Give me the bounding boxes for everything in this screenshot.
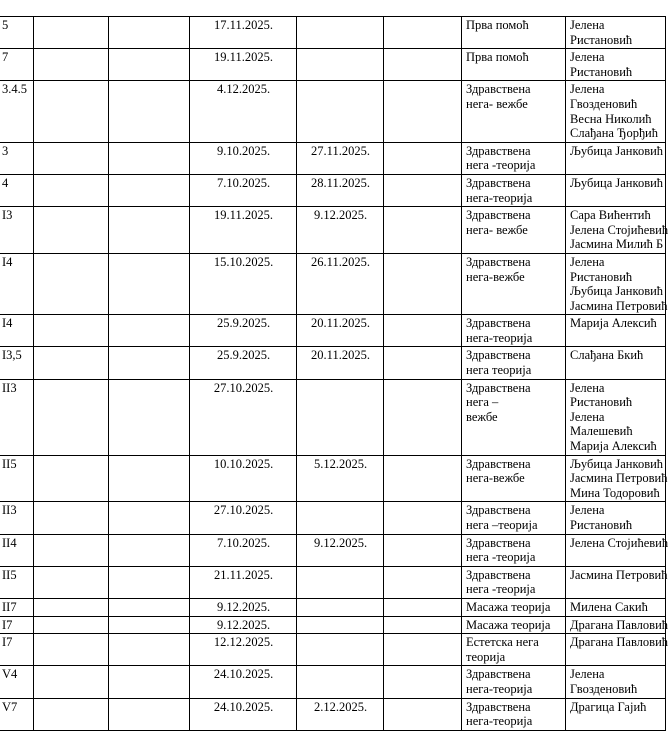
class-cell: I7: [0, 634, 34, 666]
date-2-cell: 2.12.2025.: [297, 698, 384, 730]
empty-cell: [34, 616, 109, 634]
subject-cell: [462, 207, 566, 254]
subject-line: нега теорија: [466, 363, 532, 378]
date-2-cell: [297, 379, 384, 455]
table-row: [0, 698, 666, 730]
subject-line: Здравствена: [466, 456, 531, 471]
subject-line: Естетска нега: [466, 635, 539, 650]
date-2-cell: [297, 17, 384, 49]
empty-cell: [34, 207, 109, 254]
teacher-cell: [566, 174, 666, 206]
empty-cell: [384, 616, 462, 634]
empty-cell: [34, 81, 109, 142]
subject-line: Прва помоћ: [466, 50, 529, 65]
empty-cell: [34, 534, 109, 566]
date-1-cell: 7.10.2025.: [190, 534, 297, 566]
class-cell: I3: [0, 207, 34, 254]
table-row: [0, 142, 666, 174]
empty-cell: [384, 666, 462, 698]
subject-line: нега-вежбе: [466, 471, 525, 486]
empty-cell: [384, 566, 462, 598]
date-1-cell: 25.9.2025.: [190, 315, 297, 347]
teacher-line: Мина Тодоровић: [570, 485, 660, 500]
empty-cell: [384, 253, 462, 314]
class-cell: V7: [0, 698, 34, 730]
empty-cell: [109, 598, 190, 616]
class-cell: V4: [0, 666, 34, 698]
subject-line: нега –теорија: [466, 518, 538, 532]
teacher-line: Јелена: [570, 409, 605, 424]
subject-line: нега-теорија: [466, 190, 533, 205]
teacher-line: Слађана Ђорђић: [570, 126, 658, 141]
class-cell: II3: [0, 502, 34, 534]
empty-cell: [384, 81, 462, 142]
teacher-line: Весна Николић: [570, 111, 652, 126]
subject-line: нега- вежбе: [466, 96, 528, 111]
teacher-cell: [566, 455, 666, 502]
class-cell: II7: [0, 598, 34, 616]
empty-cell: [109, 666, 190, 698]
empty-cell: [384, 142, 462, 174]
subject-cell: [462, 142, 566, 174]
empty-cell: [384, 174, 462, 206]
teacher-cell: [566, 253, 666, 314]
subject-line: Масажа теорија: [466, 599, 551, 614]
date-1-cell: 17.11.2025.: [190, 17, 297, 49]
subject-line: теорија: [466, 649, 506, 664]
class-cell: 5: [0, 17, 34, 49]
class-cell: 4: [0, 174, 34, 206]
table-row: [0, 81, 666, 142]
table-row: [0, 207, 666, 254]
class-cell: I3,5: [0, 347, 34, 379]
date-2-cell: 9.12.2025.: [297, 534, 384, 566]
subject-line: Здравствена: [466, 316, 531, 331]
teacher-cell: [566, 347, 666, 379]
empty-cell: [384, 207, 462, 254]
empty-cell: [34, 142, 109, 174]
subject-line: нега -теорија: [466, 550, 536, 565]
subject-cell: [462, 81, 566, 142]
date-2-cell: [297, 81, 384, 142]
table-row: [0, 253, 666, 314]
teacher-cell: [566, 666, 666, 698]
date-1-cell: 7.10.2025.: [190, 174, 297, 206]
empty-cell: [109, 49, 190, 81]
teacher-line: Љубица Јанковић: [570, 456, 664, 471]
table-row: [0, 534, 666, 566]
subject-line: нега-теорија: [466, 330, 533, 345]
date-2-cell: 26.11.2025.: [297, 253, 384, 314]
date-1-cell: 24.10.2025.: [190, 698, 297, 730]
empty-cell: [109, 379, 190, 455]
empty-cell: [109, 81, 190, 142]
empty-cell: [34, 347, 109, 379]
subject-line: Здравствена: [466, 699, 531, 714]
empty-cell: [384, 17, 462, 49]
subject-cell: [462, 315, 566, 347]
teacher-line: Јелена: [570, 380, 605, 395]
teacher-line: Драгица Гајић: [570, 699, 647, 714]
subject-line: Масажа теорија: [466, 617, 551, 632]
teacher-cell: [566, 534, 666, 566]
subject-line: нега- вежбе: [466, 222, 528, 237]
class-cell: II5: [0, 566, 34, 598]
subject-line: нега-теорија: [466, 681, 533, 696]
empty-cell: [34, 566, 109, 598]
date-2-cell: 20.11.2025.: [297, 315, 384, 347]
teacher-line: Јелена: [570, 667, 605, 682]
teacher-line: Љубица Јанковић: [570, 143, 664, 158]
subject-cell: [462, 174, 566, 206]
table-row: [0, 502, 666, 534]
subject-line: нега-вежбе: [466, 269, 525, 284]
empty-cell: [384, 315, 462, 347]
class-cell: II5: [0, 455, 34, 502]
class-cell: II4: [0, 534, 34, 566]
teacher-cell: [566, 502, 666, 534]
teacher-line: Јелена: [570, 82, 605, 97]
teacher-line: Сара Вићентић: [570, 208, 651, 223]
empty-cell: [384, 598, 462, 616]
empty-cell: [109, 634, 190, 666]
schedule-rows: [0, 17, 666, 731]
subject-line: Здравствена: [466, 175, 531, 190]
empty-cell: [34, 634, 109, 666]
empty-cell: [384, 49, 462, 81]
date-2-cell: 9.12.2025.: [297, 207, 384, 254]
class-cell: I7: [0, 616, 34, 634]
empty-cell: [109, 347, 190, 379]
teacher-cell: [566, 81, 666, 142]
subject-line: нега –: [466, 395, 499, 410]
empty-cell: [384, 347, 462, 379]
date-2-cell: [297, 49, 384, 81]
subject-line: Здравствена: [466, 503, 531, 518]
teacher-cell: [566, 17, 666, 49]
teacher-line: Јелена: [570, 254, 605, 269]
subject-line: Здравствена: [466, 208, 531, 223]
date-1-cell: 27.10.2025.: [190, 379, 297, 455]
table-row: [0, 17, 666, 49]
empty-cell: [384, 634, 462, 666]
empty-cell: [109, 315, 190, 347]
empty-cell: [109, 253, 190, 314]
table-row: [0, 174, 666, 206]
date-2-cell: 20.11.2025.: [297, 347, 384, 379]
date-1-cell: 9.10.2025.: [190, 142, 297, 174]
empty-cell: [34, 455, 109, 502]
class-cell: I4: [0, 315, 34, 347]
empty-cell: [34, 253, 109, 314]
class-cell: 3: [0, 142, 34, 174]
table-row: [0, 315, 666, 347]
empty-cell: [384, 698, 462, 730]
empty-cell: [34, 502, 109, 534]
teacher-line: Ристановић: [570, 269, 633, 284]
date-1-cell: 21.11.2025.: [190, 566, 297, 598]
subject-cell: [462, 49, 566, 81]
subject-line: Здравствена: [466, 380, 531, 395]
table-row: [0, 566, 666, 598]
empty-cell: [384, 534, 462, 566]
date-2-cell: [297, 666, 384, 698]
table-row: [0, 634, 666, 666]
teacher-line: Ристановић: [570, 395, 633, 410]
subject-cell: [462, 534, 566, 566]
teacher-line: Милена Сакић: [570, 599, 648, 614]
teacher-cell: [566, 142, 666, 174]
teacher-cell: [566, 634, 666, 666]
class-cell: I4: [0, 253, 34, 314]
date-1-cell: 15.10.2025.: [190, 253, 297, 314]
empty-cell: [384, 379, 462, 455]
class-cell: 7: [0, 49, 34, 81]
empty-cell: [34, 49, 109, 81]
date-2-cell: 5.12.2025.: [297, 455, 384, 502]
date-1-cell: 19.11.2025.: [190, 49, 297, 81]
teacher-cell: [566, 49, 666, 81]
empty-cell: [109, 698, 190, 730]
date-1-cell: 4.12.2025.: [190, 81, 297, 142]
date-1-cell: 9.12.2025.: [190, 616, 297, 634]
subject-cell: [462, 347, 566, 379]
date-1-cell: 24.10.2025.: [190, 666, 297, 698]
table-row: [0, 616, 666, 634]
table-row: [0, 455, 666, 502]
subject-line: Здравствена: [466, 567, 531, 582]
empty-cell: [109, 616, 190, 634]
date-1-cell: 9.12.2025.: [190, 598, 297, 616]
teacher-line: Ристановић: [570, 64, 633, 79]
date-2-cell: [297, 616, 384, 634]
teacher-line: Јасмина Милић Б: [570, 237, 664, 252]
empty-cell: [34, 379, 109, 455]
empty-cell: [34, 598, 109, 616]
teacher-cell: [566, 566, 666, 598]
date-2-cell: 28.11.2025.: [297, 174, 384, 206]
empty-cell: [109, 534, 190, 566]
empty-cell: [109, 17, 190, 49]
teacher-cell: [566, 616, 666, 634]
teacher-line: Марија Алексић: [570, 439, 657, 454]
empty-cell: [384, 502, 462, 534]
subject-cell: [462, 634, 566, 666]
teacher-line: Љубица Јанковић: [570, 284, 664, 299]
empty-cell: [34, 698, 109, 730]
subject-cell: [462, 698, 566, 730]
empty-cell: [109, 174, 190, 206]
date-1-cell: 10.10.2025.: [190, 455, 297, 502]
class-cell: II3: [0, 379, 34, 455]
table-row: [0, 598, 666, 616]
empty-cell: [109, 502, 190, 534]
subject-cell: [462, 502, 566, 534]
empty-cell: [34, 666, 109, 698]
subject-line: нега -теорија: [466, 582, 536, 597]
subject-line: Прва помоћ: [466, 18, 529, 32]
teacher-cell: [566, 207, 666, 254]
date-2-cell: [297, 566, 384, 598]
teacher-line: Марија Алексић: [570, 316, 657, 331]
subject-cell: [462, 616, 566, 634]
empty-cell: [109, 455, 190, 502]
teacher-cell: [566, 315, 666, 347]
empty-cell: [384, 455, 462, 502]
teacher-line: Јелена: [570, 503, 605, 518]
empty-cell: [34, 174, 109, 206]
table-row: [0, 347, 666, 379]
subject-cell: [462, 598, 566, 616]
date-1-cell: 27.10.2025.: [190, 502, 297, 534]
teacher-line: Јелена Стојићевић: [570, 535, 668, 550]
teacher-line: Јелена: [570, 50, 605, 65]
empty-cell: [109, 142, 190, 174]
empty-cell: [109, 207, 190, 254]
teacher-line: Драгана Павловић: [570, 635, 668, 650]
class-cell: 3.4.5: [0, 81, 34, 142]
table-row: [0, 49, 666, 81]
date-1-cell: 25.9.2025.: [190, 347, 297, 379]
teacher-cell: [566, 379, 666, 455]
subject-cell: [462, 455, 566, 502]
teacher-line: Јасмина Петровић: [570, 567, 668, 582]
empty-cell: [34, 315, 109, 347]
teacher-line: Јелена Стојићевић: [570, 222, 668, 237]
subject-cell: [462, 666, 566, 698]
teacher-line: Гвозденовић: [570, 681, 638, 696]
subject-line: нега-теорија: [466, 714, 533, 729]
date-2-cell: [297, 502, 384, 534]
teacher-line: Гвозденовић: [570, 96, 638, 111]
subject-line: Здравствена: [466, 348, 531, 363]
subject-line: Здравствена: [466, 667, 531, 682]
table-row: [0, 666, 666, 698]
teacher-line: Драгана Павловић: [570, 617, 668, 632]
date-2-cell: [297, 598, 384, 616]
teacher-line: Јелена: [570, 18, 605, 32]
empty-cell: [109, 566, 190, 598]
date-2-cell: [297, 634, 384, 666]
subject-cell: [462, 379, 566, 455]
subject-cell: [462, 566, 566, 598]
teacher-line: Ристановић: [570, 32, 633, 47]
teacher-line: Љубица Јанковић: [570, 175, 664, 190]
table-row: [0, 379, 666, 455]
subject-line: Здравствена: [466, 82, 531, 97]
teacher-line: Ристановић: [570, 518, 633, 532]
schedule-table: [0, 16, 666, 731]
date-1-cell: 19.11.2025.: [190, 207, 297, 254]
subject-line: нега -теорија: [466, 158, 536, 173]
subject-line: Здравствена: [466, 254, 531, 269]
subject-cell: [462, 17, 566, 49]
subject-line: вежбе: [466, 409, 498, 424]
teacher-line: Слађана Бкић: [570, 348, 644, 363]
date-1-cell: 12.12.2025.: [190, 634, 297, 666]
teacher-cell: [566, 598, 666, 616]
teacher-line: Јасмина Петровић: [570, 471, 668, 486]
teacher-cell: [566, 698, 666, 730]
subject-line: Здравствена: [466, 143, 531, 158]
teacher-line: Малешевић: [570, 424, 633, 439]
empty-cell: [34, 17, 109, 49]
subject-line: Здравствена: [466, 535, 531, 550]
teacher-line: Јасмина Петровић: [570, 298, 668, 313]
date-2-cell: 27.11.2025.: [297, 142, 384, 174]
subject-cell: [462, 253, 566, 314]
